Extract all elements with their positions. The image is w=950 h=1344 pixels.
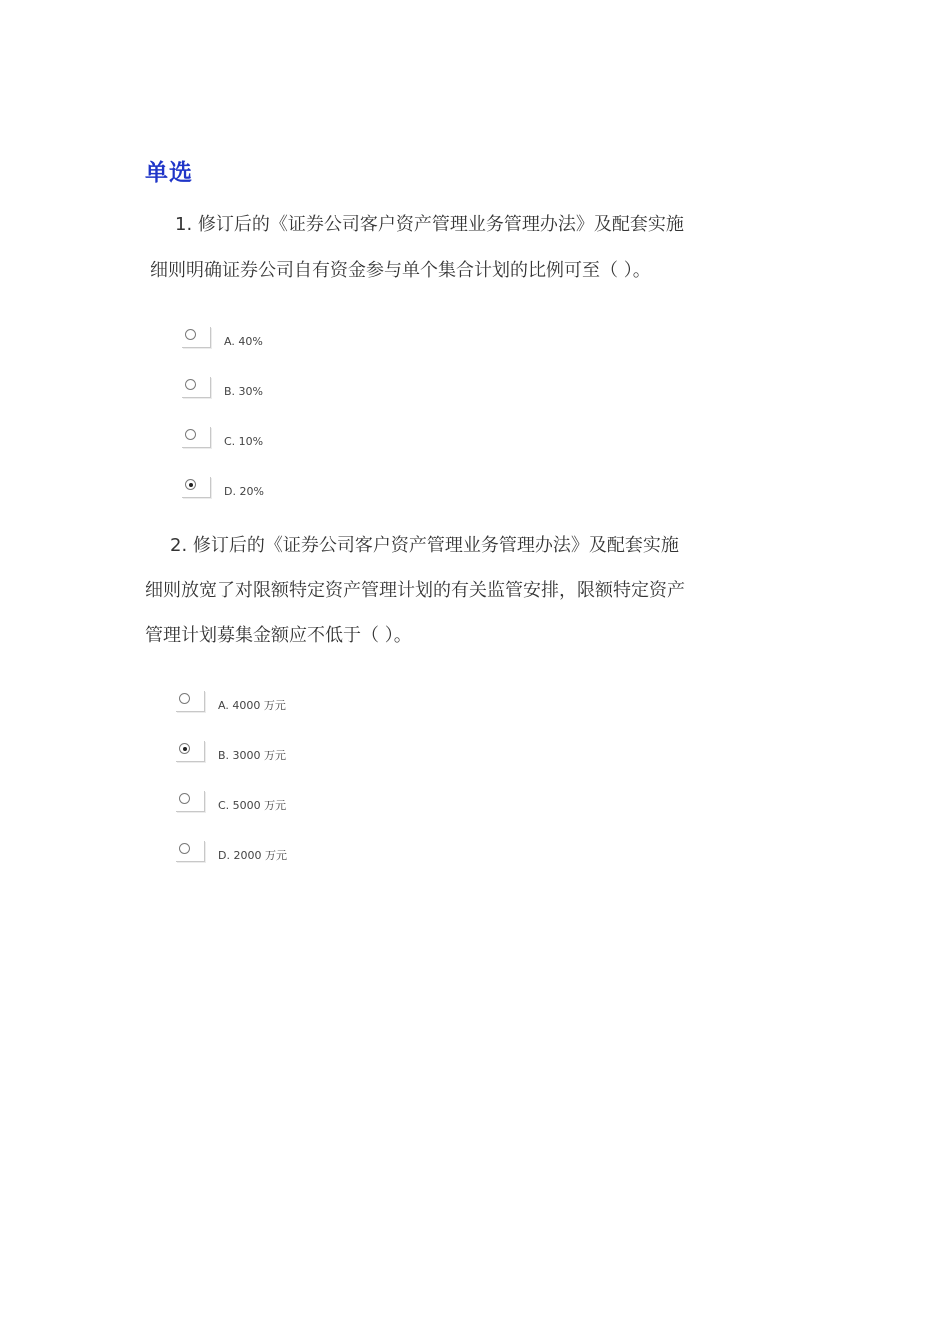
radio-box[interactable] [176, 691, 205, 712]
radio-box[interactable] [182, 377, 211, 398]
option-label: D. 20% [224, 485, 264, 498]
question-1-line-2: 细则明确证券公司自有资金参与单个集合计划的比例可至（ ）。 [150, 260, 651, 281]
radio-button-icon[interactable] [185, 329, 196, 340]
radio-button-icon[interactable] [185, 429, 196, 440]
question-2-line-2: 细则放宽了对限额特定资产管理计划的有关监管安排，限额特定资产 [145, 580, 685, 601]
question-1-option-c[interactable] [182, 427, 382, 453]
option-label: B. 30% [224, 385, 263, 398]
option-label: C. 10% [224, 435, 264, 448]
radio-button-checked-icon[interactable] [179, 743, 190, 754]
radio-box[interactable] [176, 741, 205, 762]
radio-button-icon[interactable] [179, 793, 190, 804]
option-label: B. 3000 万元 [218, 749, 287, 762]
question-2-option-d[interactable] [176, 841, 376, 867]
option-label: A. 4000 万元 [218, 699, 286, 712]
question-2-line-3: 管理计划募集金额应不低于（ ）。 [145, 625, 412, 646]
question-1-line-1: 1. 修订后的《证券公司客户资产管理业务管理办法》及配套实施 [175, 214, 684, 235]
radio-box[interactable] [182, 477, 211, 498]
question-1-option-d[interactable] [182, 477, 382, 503]
question-1-option-a[interactable] [182, 327, 382, 353]
section-title: 单选 [145, 160, 193, 186]
question-1-option-b[interactable] [182, 377, 382, 403]
radio-box[interactable] [176, 841, 205, 862]
option-label: D. 2000 万元 [218, 849, 287, 862]
radio-button-icon[interactable] [185, 379, 196, 390]
question-2-option-a[interactable] [176, 691, 376, 717]
question-2-line-1: 2. 修订后的《证券公司客户资产管理业务管理办法》及配套实施 [170, 535, 679, 556]
question-2-option-b[interactable] [176, 741, 376, 767]
radio-box[interactable] [182, 327, 211, 348]
radio-box[interactable] [176, 791, 205, 812]
question-2-option-c[interactable] [176, 791, 376, 817]
radio-box[interactable] [182, 427, 211, 448]
option-label: C. 5000 万元 [218, 799, 287, 812]
radio-button-icon[interactable] [179, 693, 190, 704]
option-label: A. 40% [224, 335, 263, 348]
radio-button-icon[interactable] [179, 843, 190, 854]
radio-button-checked-icon[interactable] [185, 479, 196, 490]
